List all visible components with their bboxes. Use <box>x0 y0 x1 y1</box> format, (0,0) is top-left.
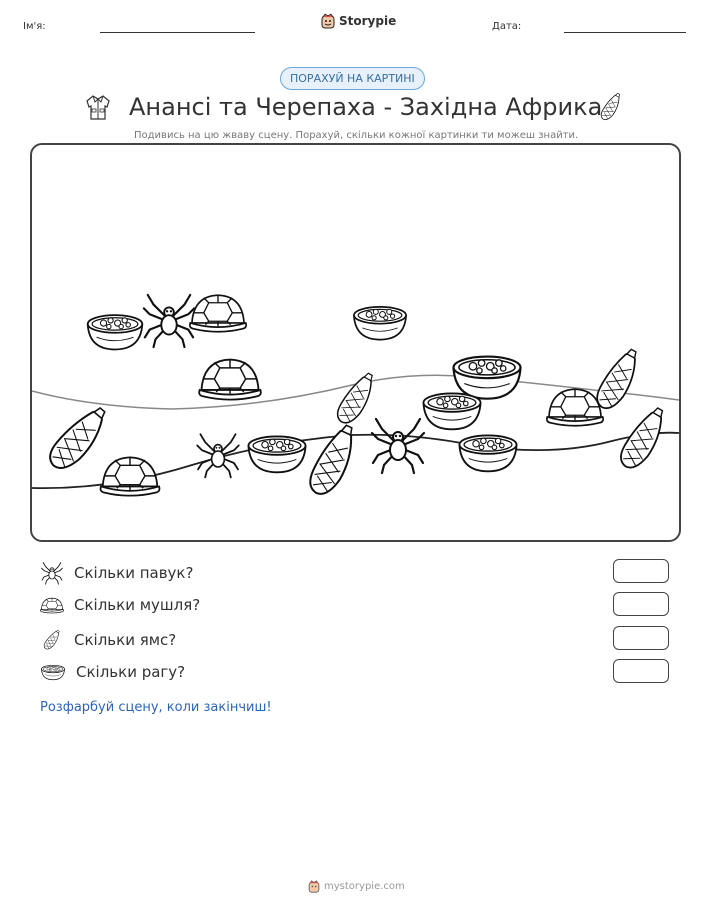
answer-box[interactable] <box>613 559 669 583</box>
brand-name: Storypie <box>339 14 397 28</box>
answer-box[interactable] <box>613 659 669 683</box>
question-text: Скільки рагу? <box>76 663 186 681</box>
stew-bowl <box>454 357 521 399</box>
counting-scene <box>30 143 681 542</box>
yam-icon <box>597 91 625 123</box>
footer-site-url: mystorypie.com <box>324 881 405 892</box>
question-text: Скільки павук? <box>74 564 194 582</box>
yam-icon <box>40 628 64 652</box>
spider <box>372 419 424 473</box>
stew-bowl <box>88 315 143 349</box>
brand-logo <box>321 13 396 29</box>
turtle-shell-icon <box>40 594 64 616</box>
stew-bowl-icon <box>40 661 66 683</box>
yam <box>592 345 644 414</box>
spider <box>197 434 239 477</box>
date-field[interactable] <box>564 32 686 33</box>
stew-bowl <box>248 436 305 472</box>
yam <box>333 369 379 428</box>
page-title: Анансі та Черепаха - Західна Африка <box>129 93 603 121</box>
question-row <box>40 628 176 652</box>
storypie-logo-icon <box>308 880 320 893</box>
name-field[interactable] <box>100 32 255 33</box>
yam <box>305 421 362 500</box>
question-row <box>40 661 185 683</box>
page-subtitle: Подивись на цю жваву сцену. Порахуй, скільки кожної картинки ти можеш знайти. <box>134 130 579 141</box>
footer-brand <box>308 880 405 893</box>
stew-bowl <box>354 307 406 340</box>
yam <box>44 401 113 476</box>
answer-box[interactable] <box>613 626 669 650</box>
stew-bowl <box>459 435 516 471</box>
name-label: Ім'я: <box>23 21 46 32</box>
count-badge: ПОРАХУЙ НА КАРТИНІ <box>280 67 425 90</box>
turtle-shell <box>101 457 160 495</box>
question-text: Скільки ямс? <box>74 631 177 649</box>
spider <box>144 295 194 347</box>
storypie-logo-icon <box>321 13 335 29</box>
coloring-instruction: Розфарбуй сцену, коли закінчиш! <box>40 700 272 715</box>
stew-bowl <box>423 393 480 429</box>
question-row <box>40 594 200 616</box>
turtle-shell <box>547 389 603 426</box>
question-row <box>40 561 193 585</box>
jacket-icon <box>85 93 111 121</box>
spider-icon <box>40 561 64 585</box>
date-label: Дата: <box>492 21 522 32</box>
turtle-shell <box>190 295 246 332</box>
turtle-shell <box>199 360 261 400</box>
question-text: Скільки мушля? <box>74 596 201 614</box>
answer-box[interactable] <box>613 592 669 616</box>
